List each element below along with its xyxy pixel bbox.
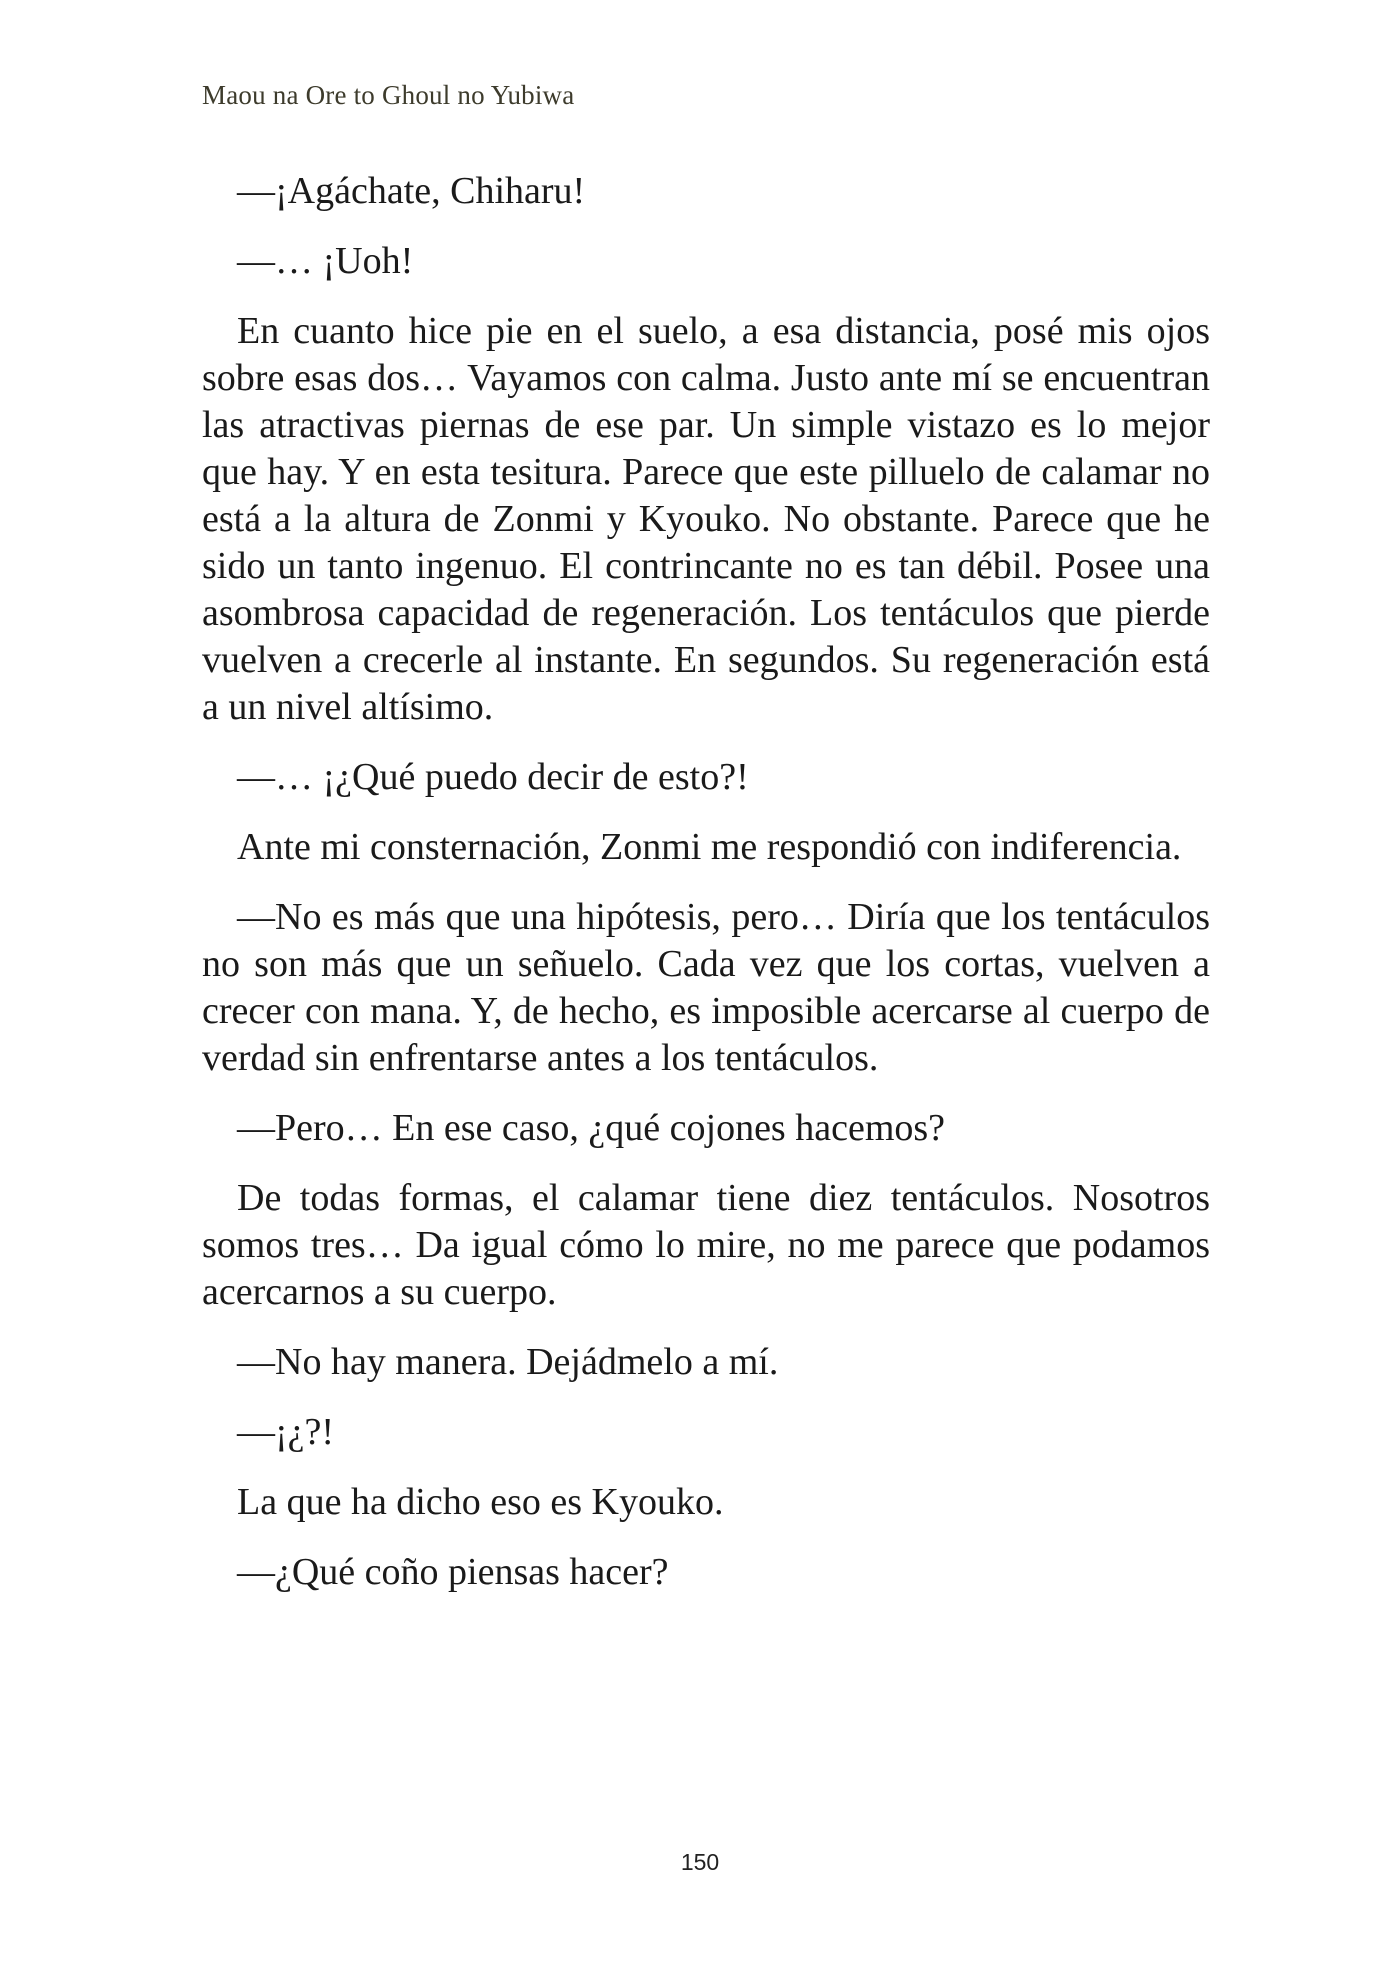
running-header: Maou na Ore to Ghoul no Yubiwa <box>202 80 575 110</box>
paragraph: —… ¡Uoh! <box>237 240 414 282</box>
page-number: 150 <box>680 1849 720 1875</box>
paragraph: —¿Qué coño piensas hacer? <box>237 1551 669 1593</box>
paragraph: De todas formas, el calamar tiene diez tentáculos. Nosotros somos tres… Da igual cómo lo mire, no me parece que podamos acercarnos a su cuerpo. <box>202 1177 1210 1313</box>
body-text <box>202 168 1210 1619</box>
paragraph: En cuanto hice pie en el suelo, a esa distancia, posé mis ojos sobre esas dos… Vayamos con calma. Justo ante mí se encuentran las atractivas piernas de ese par. Un simple vistazo es lo mejor que hay. Y en esta tesitura. Parece que este pilluelo de calamar no está a la altura de Zonmi y Kyouko. No obstante. Parece que he sido un tanto ingenuo. El contrincante no es tan débil. Posee una asombrosa capacidad de regeneración. Los tentáculos que pierde vuelven a crecerle al instante. En segundos. Su regeneración está a un nivel altísimo. <box>202 310 1210 728</box>
paragraph: —¡Agáchate, Chiharu! <box>237 170 586 212</box>
paragraph: —Pero… En ese caso, ¿qué cojones hacemos? <box>237 1107 946 1149</box>
paragraph: —No es más que una hipótesis, pero… Diría que los tentáculos no son más que un señuelo. Cada vez que los cortas, vuelven a crecer con mana. Y, de hecho, es imposible acercarse al cuerpo de verdad sin enfrentarse antes a los tentáculos. <box>202 896 1210 1079</box>
paragraph: —… ¡¿Qué puedo decir de esto?! <box>237 756 749 798</box>
paragraph: La que ha dicho eso es Kyouko. <box>237 1481 724 1523</box>
paragraph: Ante mi consternación, Zonmi me respondió con indiferencia. <box>237 826 1182 868</box>
paragraph: —No hay manera. Dejádmelo a mí. <box>237 1341 779 1383</box>
paragraph: —¡¿?! <box>237 1411 335 1453</box>
